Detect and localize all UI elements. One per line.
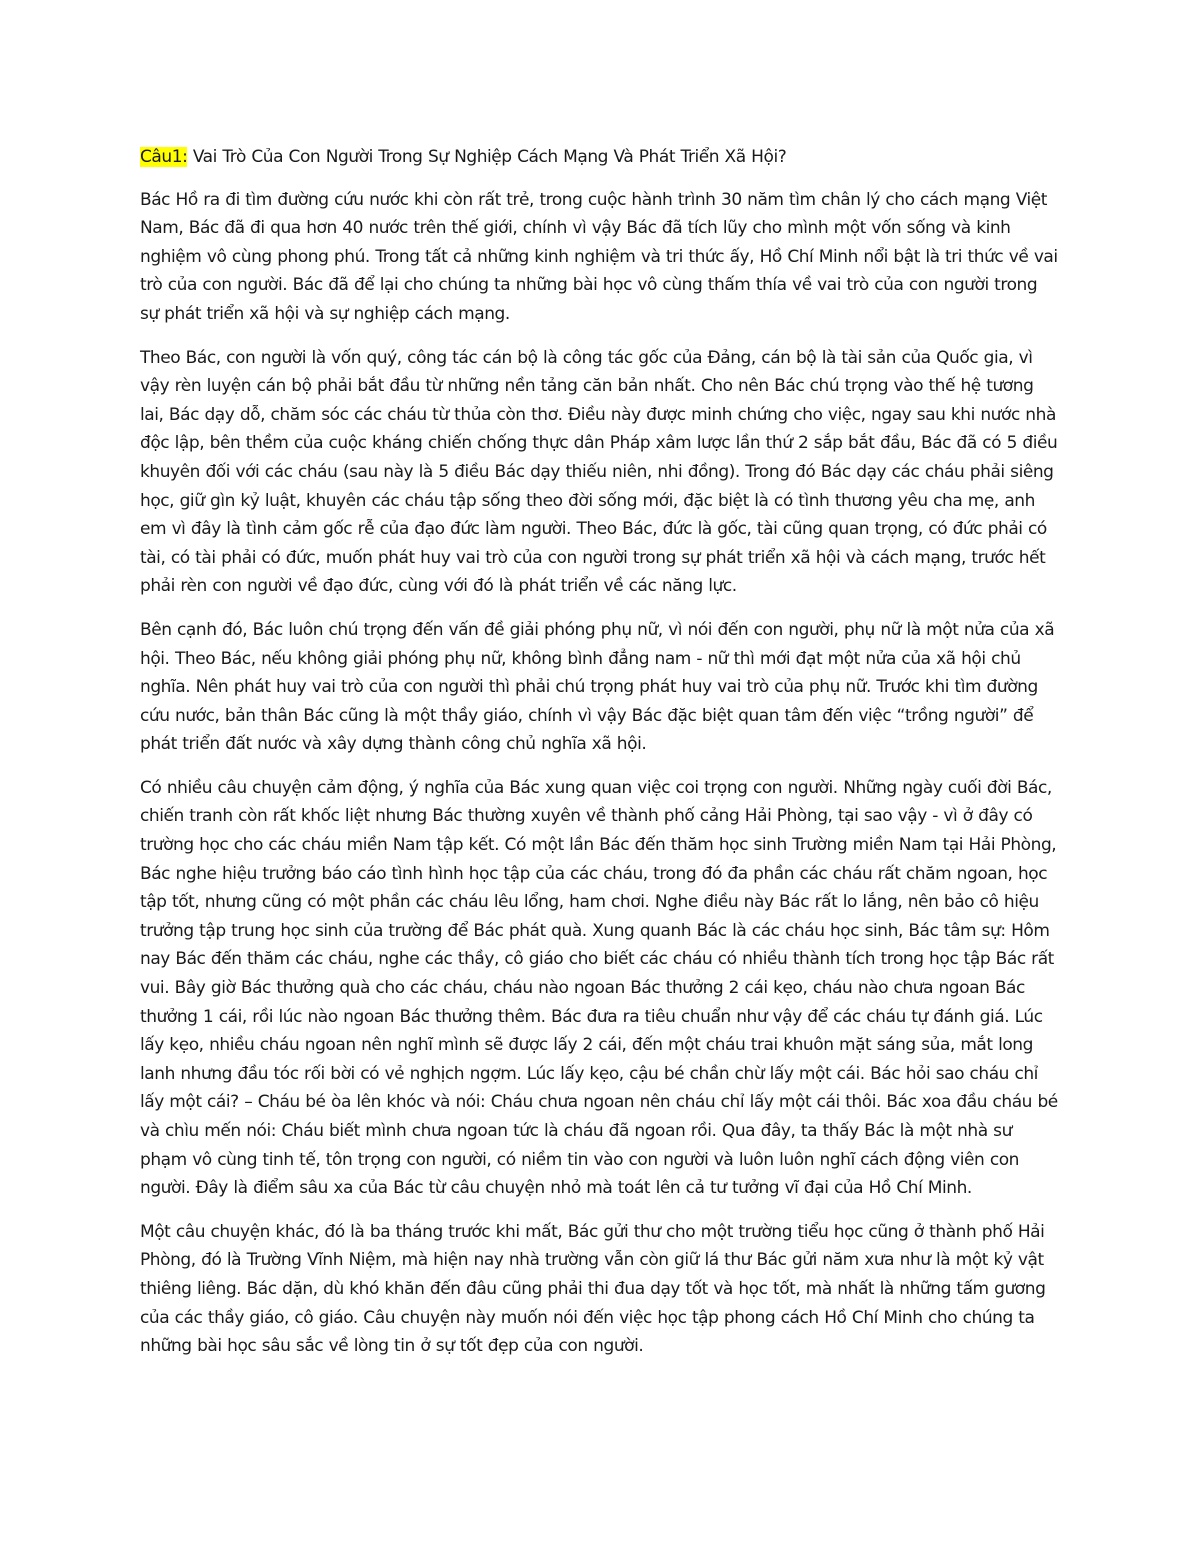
paragraph-2: Theo Bác, con người là vốn quý, công tác cán bộ là công tác gốc của Đảng, cán bộ là tài sản của Quốc gia, vì vậy rèn luyện cán bộ phải bắt đầu từ những nền tảng căn bản nhất. Cho nên Bác chú trọng vào thế hệ tương lai, Bác dạy dỗ, chăm sóc các cháu từ thủa còn thơ. Điều này được minh chứng cho việc, ngay sau khi nước nhà độc lập, bên thềm của cuộc kháng chiến chống thực dân Pháp xâm lược lần thứ 2 sắp bắt đầu, Bác đã có 5 điều khuyên đối với các cháu (sau này là 5 điều Bác dạy thiếu niên, nhi đồng). Trong đó Bác dạy các cháu phải siêng học, giữ gìn kỷ luật, khuyên các cháu tập sống theo đời sống mới, đặc biệt là có tình thương yêu cha mẹ, anh em vì đây là tình cảm gốc rễ của đạo đức làm người. Theo Bác, đức là gốc, tài cũng quan trọng, có đức phải có tài, có tài phải có đức, muốn phát huy vai trò của con người trong sự phát triển xã hội và cách mạng, trước hết phải rèn con người về đạo đức, cùng với đó là phát triển về các năng lực. — [140, 347, 1058, 597]
question-number-highlight — [140, 147, 187, 167]
question-title: Vai Trò Của Con Người Trong Sự Nghiệp Cách Mạng Và Phát Triển Xã Hội? — [187, 147, 787, 167]
document-body — [140, 143, 1060, 1376]
question-separator: : — [182, 147, 188, 167]
question-heading — [140, 143, 1060, 172]
paragraph-1: Bác Hồ ra đi tìm đường cứu nước khi còn rất trẻ, trong cuộc hành trình 30 năm tìm chân lý cho cách mạng Việt Nam, Bác đã đi qua hơn 40 nước trên thế giới, chính vì vậy Bác đã tích lũy cho mình một vốn sống và kinh nghiệm vô cùng phong phú. Trong tất cả những kinh nghiệm và tri thức ấy, Hồ Chí Minh nổi bật là tri thức về vai trò của con người. Bác đã để lại cho chúng ta những bài học vô cùng thấm thía về vai trò của con người trong sự phát triển xã hội và sự nghiệp cách mạng. — [140, 189, 1058, 324]
paragraph-3: Bên cạnh đó, Bác luôn chú trọng đến vấn đề giải phóng phụ nữ, vì nói đến con người, phụ nữ là một nửa của xã hội. Theo Bác, nếu không giải phóng phụ nữ, không bình đẳng nam - nữ thì mới đạt một nửa của xã hội chủ nghĩa. Nên phát huy vai trò của con người thì phải chú trọng phát huy vai trò của phụ nữ. Trước khi tìm đường cứu nước, bản thân Bác cũng là một thầy giáo, chính vì vậy Bác đặc biệt quan tâm đến việc “trồng người” để phát triển đất nước và xây dựng thành công chủ nghĩa xã hội. — [140, 619, 1055, 755]
paragraph-5: Một câu chuyện khác, đó là ba tháng trước khi mất, Bác gửi thư cho một trường tiểu học cũng ở thành phố Hải Phòng, đó là Trường Vĩnh Niệm, mà hiện nay nhà trường vẫn còn giữ lá thư Bác gửi năm xưa như là một kỷ vật thiêng liêng. Bác dặn, dù khó khăn đến đâu cũng phải thi đua dạy tốt và học tốt, mà nhất là những tấm gương của các thầy giáo, cô giáo. Câu chuyện này muốn nói đến việc học tập phong cách Hồ Chí Minh cho chúng ta những bài học sâu sắc về lòng tin ở sự tốt đẹp của con người. — [140, 1221, 1046, 1357]
question-number: Câu1 — [140, 147, 183, 167]
paragraph-4: Có nhiều câu chuyện cảm động, ý nghĩa của Bác xung quan việc coi trọng con người. Những ngày cuối đời Bác, chiến tranh còn rất khốc liệt nhưng Bác thường xuyên về thành phố cảng Hải Phòng, tại sao vậy - vì ở đây có trường học cho các cháu miền Nam tập kết. Có một lần Bác đến thăm học sinh Trường miền Nam tại Hải Phòng, Bác nghe hiệu trưởng báo cáo tình hình học tập của các cháu, trong đó đa phần các cháu rất chăm ngoan, học tập tốt, nhưng cũng có một phần các cháu lêu lổng, ham chơi. Nghe điều này Bác rất lo lắng, nên bảo cô hiệu trưởng tập trung học sinh của trường để Bác phát quà. Xung quanh Bác là các cháu học sinh, Bác tâm sự: Hôm nay Bác đến thăm các cháu, nghe các thầy, cô giáo cho biết các cháu có nhiều thành tích trong học tập Bác rất vui. Bây giờ Bác thưởng quà cho các cháu, cháu nào ngoan Bác thưởng 2 cái kẹo, cháu nào chưa ngoan Bác thưởng 1 cái, rồi lúc nào ngoan Bác thưởng thêm. Bác đưa ra tiêu chuẩn như vậy để các cháu tự đánh giá. Lúc lấy kẹo, nhiều cháu ngoan nên nghĩ mình sẽ được lấy 2 cái, đến một cháu trai khuôn mặt sáng sủa, mắt long lanh nhưng đầu tóc rối bời có vẻ nghịch ngợm. Lúc lấy kẹo, cậu bé chần chừ lấy một cái. Bác hỏi sao cháu chỉ lấy một cái? – Cháu bé òa lên khóc và nói: Cháu chưa ngoan nên cháu chỉ lấy một cái thôi. Bác xoa đầu cháu bé và chìu mến nói: Cháu biết mình chưa ngoan tức là cháu đã ngoan rồi. Qua đây, ta thấy Bác là một nhà sư phạm vô cùng tinh tế, tôn trọng con người, có niềm tin vào con người và luôn luôn nghĩ cách động viên con người. Đây là điểm sâu xa của Bác từ câu chuyện nhỏ mà toát lên cả tư tưởng vĩ đại của Hồ Chí Minh. — [140, 777, 1058, 1199]
